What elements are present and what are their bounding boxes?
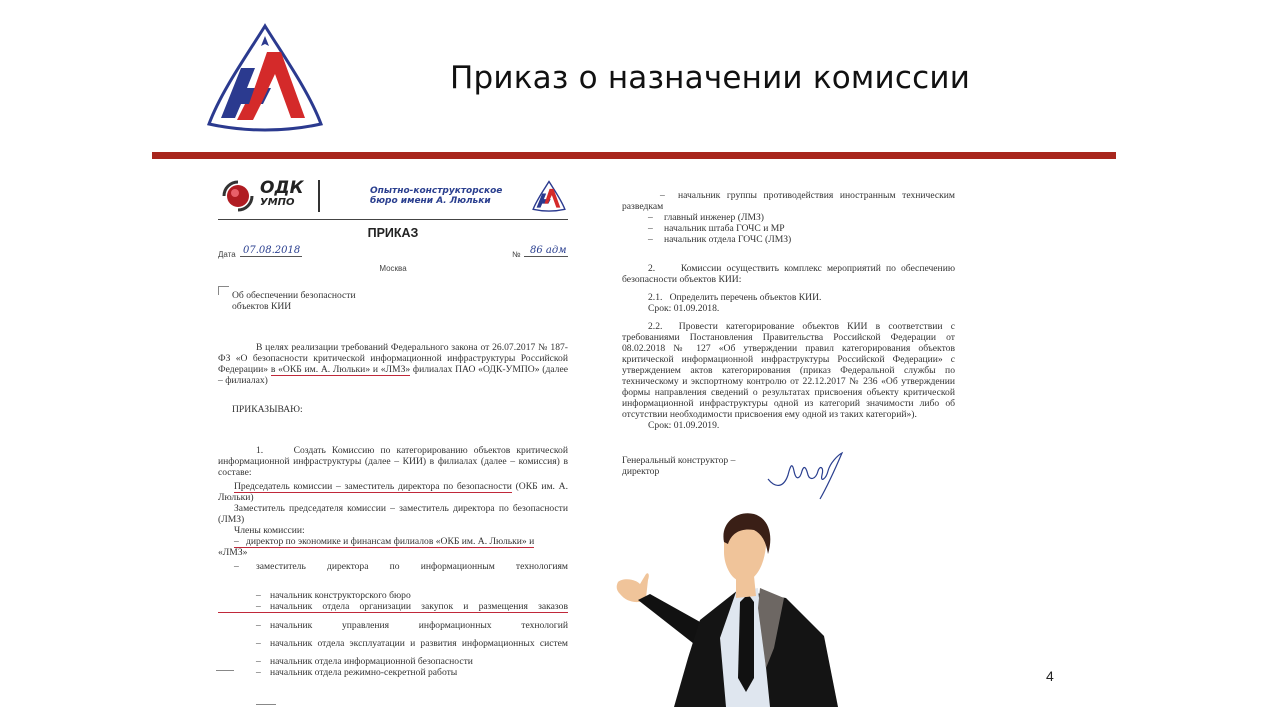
slide-title: Приказ о назначении комиссии	[450, 60, 971, 96]
members-label: Члены комиссии:	[234, 525, 305, 536]
signature-block	[622, 455, 955, 515]
okb-lyulka-mini-logo-icon	[532, 180, 566, 212]
item-1: 1. Создать Комиссию по категорированию объектов критической информационной инфраструктуры (далее – КИИ) в филиалах (далее – комиссия) в составе:	[218, 445, 568, 478]
member-item: – начальник отдела режимно-секретной работы	[256, 667, 458, 678]
member-item: – начальник штаба ГОЧС и МР	[648, 223, 785, 234]
title-divider	[152, 152, 1116, 159]
item-2-1-deadline: Срок: 01.09.2018.	[648, 303, 720, 314]
bureau-name: Опытно-конструкторское бюро имени А. Люльки	[370, 186, 503, 206]
odk-wordmark: ОДК УМПО	[260, 178, 304, 208]
date-value: 07.08.2018	[240, 245, 302, 257]
signatory-title: Генеральный конструктор – директор	[622, 455, 736, 477]
okb-lyulka-logo-icon	[205, 22, 325, 132]
item-2: 2. Комиссии осуществить комплекс мероприятий по обеспечению безопасности объектов КИИ:	[622, 263, 955, 285]
member-item: – директор по экономике и финансам филиалов «ОКБ им. А. Люльки» и «ЛМЗ»	[218, 536, 535, 558]
item-2-2: 2.2. Провести категорирование объектов КИИ в соответствии с требованиями Постановления Правительства Российской Федерации от 08.02.2018 № 127 «Об утверждении правил категорирования объектов критической информационной инфраструктуры Российской Федерации» с утверждением актов категорирования (приказ Федеральной службы по техническому и экспортному контролю от 22.12.2017 № 236 «Об утверждении формы направления сведений о результатах присвоения объекту критической информационной инфраструктуры одной из категорий значимости либо об отсутствии необходимости присвоения ему одной из таких категорий»).	[622, 321, 955, 420]
number-label: №	[512, 250, 521, 259]
member-item: – начальник отдела информационной безопасности	[256, 656, 473, 667]
member-item: – начальник отдела эксплуатации и развития информационных систем	[256, 638, 568, 649]
member-item: – начальник управления информационных технологий	[256, 620, 568, 631]
member-item: – начальник отдела организации закупок и размещения заказов	[218, 601, 568, 613]
member-item: – начальник группы противодействия иностранным техническим разведкам	[622, 190, 955, 212]
commission-deputy-chair: Заместитель председателя комиссии – заместитель директора по безопасности (ЛМЗ)	[218, 503, 568, 525]
member-item: – заместитель директора по информационным технологиям	[234, 561, 568, 572]
order-document-page-1	[218, 176, 568, 696]
subject: Об обеспечении безопасности объектов КИИ	[218, 290, 568, 312]
number-value: 86 адм	[524, 245, 568, 257]
commission-chair: Председатель комиссии – заместитель директора по безопасности (ОКБ им. А. Люльки)	[218, 481, 568, 503]
member-item: – главный инженер (ЛМЗ)	[648, 212, 764, 223]
order-word: ПРИКАЗЫВАЮ:	[232, 404, 303, 415]
document-heading: ПРИКАЗ	[367, 226, 419, 240]
page-end-rule	[256, 704, 276, 705]
odk-logo-icon	[220, 178, 256, 214]
member-item: – начальник отдела ГОЧС (ЛМЗ)	[648, 234, 792, 245]
handwritten-signature-icon	[762, 449, 852, 503]
preamble: В целях реализации требований Федерального закона от 26.07.2017 № 187-ФЗ «О безопасности критической информационной инфраструктуры Российской Федерации» в «ОКБ им. А. Люльки» и «ЛМЗ» филиалах ПАО «ОДК-УМПО» (далее – филиалах)	[218, 342, 568, 386]
item-2-1: 2.1. Определить перечень объектов КИИ.	[648, 292, 822, 303]
letterhead	[218, 176, 568, 220]
member-item: – начальник конструкторского бюро	[256, 590, 411, 601]
letterhead-divider	[318, 180, 320, 212]
date-number-row	[218, 245, 568, 261]
city: Москва	[379, 264, 407, 273]
item-2-2-deadline: Срок: 01.09.2019.	[648, 420, 720, 431]
businessman-presenter-icon	[608, 508, 848, 707]
order-document-page-2	[622, 190, 955, 515]
margin-rule	[216, 670, 234, 671]
page-number: 4	[1046, 668, 1054, 684]
date-label: Дата	[218, 250, 236, 259]
